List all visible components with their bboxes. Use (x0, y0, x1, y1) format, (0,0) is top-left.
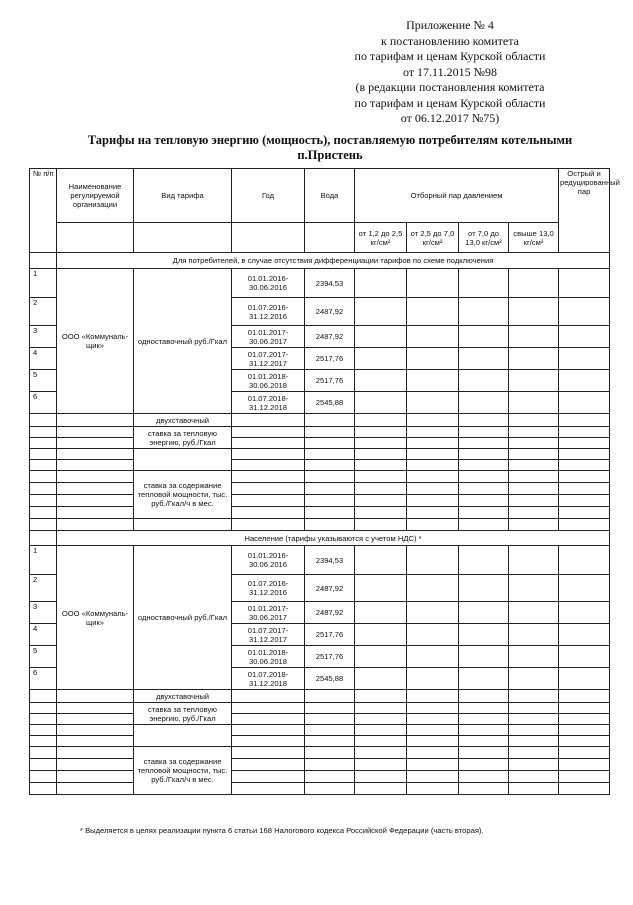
period-cell: 01.07.2016-31.12.2016 (232, 575, 305, 602)
period-cell: 01.01.2016-30.06.2016 (232, 269, 305, 298)
empty-cell (57, 223, 134, 253)
row-num: 3 (30, 602, 57, 624)
period-cell: 01.01.2018-30.06.2018 (232, 370, 305, 392)
water-value: 2517,76 (305, 348, 355, 370)
water-value: 2545,88 (305, 668, 355, 690)
empty-cell (30, 253, 57, 269)
capacity-rate-label: ставка за содержание тепловой мощности, тыс. руб./Гкал/ч в мес. (134, 471, 232, 519)
row-num: 6 (30, 668, 57, 690)
title-line-1: Тарифы на тепловую энергию (мощность), поставляемую потребителям котельными (87, 133, 573, 147)
col-header-steam-1: от 1,2 до 2,5 кг/см² (355, 223, 407, 253)
col-header-tariff-type: Вид тарифа (134, 169, 232, 223)
water-value: 2487,92 (305, 602, 355, 624)
col-header-steam-4: свыше 13,0 кг/см² (509, 223, 559, 253)
row-num: 1 (30, 546, 57, 575)
appendix-header (300, 18, 600, 127)
water-value: 2517,76 (305, 646, 355, 668)
empty-cell (134, 223, 232, 253)
row-num: 1 (30, 269, 57, 298)
org-name: ООО «Коммуналь-щик» (57, 269, 134, 414)
header-line: к постановлению комитета (381, 33, 519, 48)
period-cell: 01.01.2016-30.06.2016 (232, 546, 305, 575)
period-cell: 01.07.2017-31.12.2017 (232, 624, 305, 646)
period-cell: 01.07.2018-31.12.2018 (232, 392, 305, 414)
period-cell: 01.07.2018-31.12.2018 (232, 668, 305, 690)
water-value: 2517,76 (305, 624, 355, 646)
col-header-steam: Отборный пар давлением (355, 169, 559, 223)
period-cell: 01.07.2017-31.12.2017 (232, 348, 305, 370)
water-value: 2487,92 (305, 575, 355, 602)
row-num: 2 (30, 575, 57, 602)
water-value: 2394,53 (305, 546, 355, 575)
water-value: 2487,92 (305, 326, 355, 348)
row-num: 6 (30, 392, 57, 414)
two-rate-label: двухставочный (134, 414, 232, 427)
row-num: 3 (30, 326, 57, 348)
col-header-steam-2: от 2,5 до 7,0 кг/см² (407, 223, 459, 253)
header-line: от 17.11.2015 №98 (402, 64, 498, 79)
title-line-2: п.Пристень (297, 148, 363, 162)
tariff-table (29, 168, 620, 795)
col-header-hot-steam: Острый и редуцированный пар (559, 169, 610, 253)
row-num: 4 (30, 348, 57, 370)
footnote: * Выделяется в целях реализации пункта 6 статьи 168 Налогового кодекса Российской Федерации (часть вторая). (80, 826, 484, 835)
header-line: по тарифам и ценам Курской области (354, 49, 546, 63)
empty-cell (30, 531, 57, 546)
empty-cell (232, 223, 305, 253)
two-rate-label: двухставочный (134, 690, 232, 703)
energy-rate-label: ставка за тепловую энергию, руб./Гкал (134, 703, 232, 725)
header-line: по тарифам и ценам Курской области (354, 95, 546, 110)
period-cell: 01.01.2017-30.06.2017 (232, 326, 305, 348)
empty-cell (305, 223, 355, 253)
water-value: 2517,76 (305, 370, 355, 392)
capacity-rate-label: ставка за содержание тепловой мощности, тыс. руб./Гкал/ч в мес. (134, 747, 232, 795)
section-title: Для потребителей, в случае отсутствия дифференциации тарифов по схеме подключения (57, 253, 610, 269)
row-num: 5 (30, 646, 57, 668)
water-value: 2394,53 (305, 269, 355, 298)
single-rate-label: одноставочный руб./Гкал (134, 269, 232, 414)
period-cell: 01.07.2016-31.12.2016 (232, 298, 305, 326)
water-value: 2487,92 (305, 298, 355, 326)
col-header-year: Год (232, 169, 305, 223)
section-title: Население (тарифы указываются с учетом НДС) * (57, 531, 610, 546)
row-num: 5 (30, 370, 57, 392)
period-cell: 01.01.2018-30.06.2018 (232, 646, 305, 668)
document-title (40, 133, 620, 163)
header-line: (в редакции постановления комитета (355, 80, 545, 94)
col-header-steam-3: от 7,0 до 13,0 кг/см² (459, 223, 509, 253)
water-value: 2545,88 (305, 392, 355, 414)
org-name: ООО «Коммуналь-щик» (57, 546, 134, 690)
col-header-num: № п/п (30, 169, 57, 253)
row-num: 4 (30, 624, 57, 646)
row-num: 2 (30, 298, 57, 326)
energy-rate-label: ставка за тепловую энергию, руб./Гкал (134, 427, 232, 449)
col-header-water: Вода (305, 169, 355, 223)
period-cell: 01.01.2017-30.06.2017 (232, 602, 305, 624)
header-line: от 06.12.2017 №75) (400, 111, 500, 125)
header-line: Приложение № 4 (406, 18, 494, 32)
col-header-org: Наименование регулируемой организации (57, 169, 134, 223)
single-rate-label: одноставочный руб./Гкал (134, 546, 232, 690)
